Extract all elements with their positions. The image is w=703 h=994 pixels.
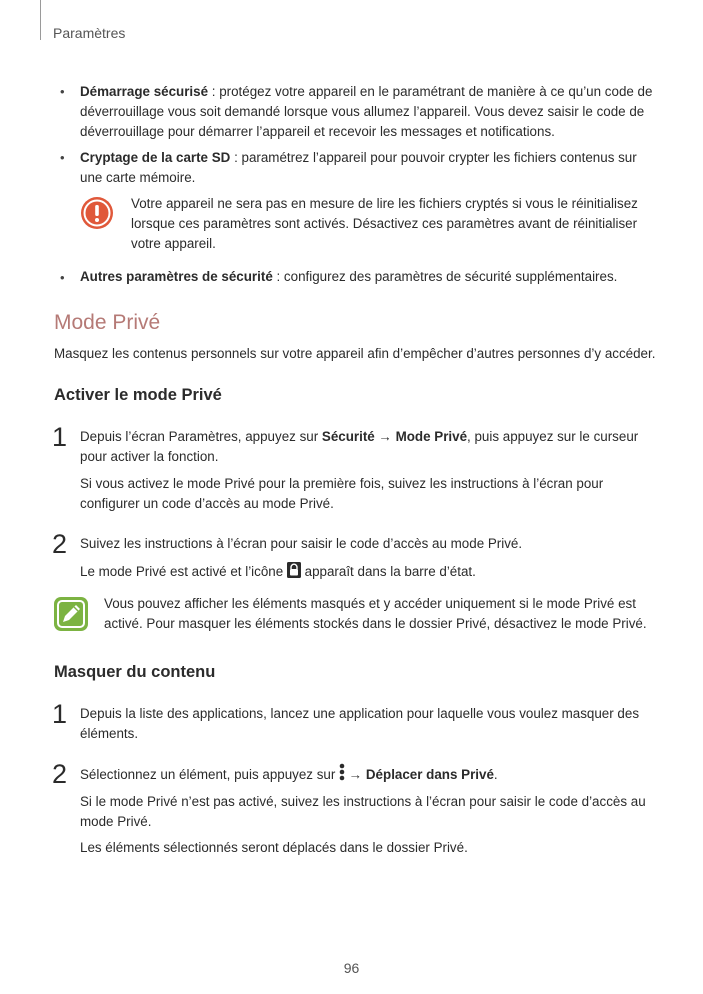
secure-boot-term: Démarrage sécurisé	[80, 84, 209, 99]
hide-step-2-sub-2: Les éléments sélectionnés seront déplacés dans le dossier Privé.	[80, 840, 468, 855]
step-subtext: Si le mode Privé n’est pas activé, suivez les instructions à l’écran pour saisir le code d’accès au	[80, 794, 646, 809]
bullet-marker: •	[60, 150, 65, 165]
step-subtext: mode Privé.	[80, 814, 152, 829]
warning-line-1: Votre appareil ne sera pas en mesure de lire les fichiers cryptés si vous le réinitialisez	[131, 196, 638, 211]
warning-icon	[80, 196, 114, 230]
other-security-term: Autres paramètres de sécurité	[80, 269, 273, 284]
sd-encryption-term: Cryptage de la carte SD	[80, 150, 231, 165]
step-number: 1	[52, 422, 68, 452]
hide-step-2-sub	[80, 792, 680, 832]
private-mode-menu-label: Mode Privé	[395, 429, 468, 444]
step-text: Depuis la liste des applications, lancez une application pour laquelle vous voulez masquer des	[80, 706, 640, 721]
bullet-marker: •	[60, 270, 65, 285]
step-number: 2	[52, 759, 68, 789]
sd-encryption-text-2: une carte mémoire.	[80, 170, 196, 185]
note-text	[104, 594, 684, 634]
section-intro: Masquez les contenus personnels sur votre appareil afin d’empêcher d’autres personnes d’y accéder.	[54, 346, 656, 361]
security-menu-label: Sécurité	[321, 429, 375, 444]
page-number: 96	[343, 960, 360, 976]
warning-text	[131, 194, 671, 254]
activate-step-1	[80, 427, 670, 467]
bullet-marker: •	[60, 84, 65, 99]
heading-activate: Activer le mode Privé	[54, 386, 222, 404]
section-title: Mode Privé	[54, 311, 161, 334]
activate-step-2: Suivez les instructions à l’écran pour saisir le code d’accès au mode Privé.	[80, 536, 523, 551]
step-subtext: Si vous activez le mode Privé pour la première fois, suivez les instructions à l’écran pour	[80, 476, 604, 491]
step-text: .	[493, 767, 498, 782]
step-text: , puis appuyez sur le curseur	[467, 429, 639, 444]
step-subtext: apparaît dans la barre d’état.	[300, 564, 476, 579]
step-text: pour activer la fonction.	[80, 449, 219, 464]
step-subtext: configurer un code d’accès au mode Privé.	[80, 496, 334, 511]
step-text: éléments.	[80, 726, 139, 741]
hide-step-2	[80, 763, 680, 785]
warning-line-2: lorsque ces paramètres sont activés. Désactivez ces paramètres avant de réinitialiser	[131, 216, 638, 231]
bullet-other-security	[80, 267, 680, 287]
move-to-private-label: Déplacer dans Privé	[365, 767, 494, 782]
step-subtext: Le mode Privé est activé et l’icône	[80, 564, 287, 579]
note-line-2: activé. Pour masquer les éléments stockés dans le dossier Privé, désactivez le mode Privé.	[104, 616, 647, 631]
warning-line-3: votre appareil.	[131, 236, 216, 251]
bullet-sd-encryption	[80, 148, 670, 188]
private-mode-icon	[287, 562, 301, 578]
note-line-1: Vous pouvez afficher les éléments masqués et y accéder uniquement si le mode Privé est	[104, 596, 636, 611]
secure-boot-text-3: déverrouillage pour démarrer l’appareil et recevoir les messages et notifications.	[80, 124, 555, 139]
activate-step-2-sub	[80, 562, 670, 582]
sd-encryption-text-1: : paramétrez l’appareil pour pouvoir crypter les fichiers contenus sur	[230, 150, 637, 165]
secure-boot-text-1: : protégez votre appareil en le paramétrant de manière à ce qu’un code de	[208, 84, 653, 99]
page-header: Paramètres	[53, 25, 126, 41]
arrow: →	[345, 767, 366, 782]
arrow: →	[374, 429, 396, 444]
step-text: Depuis l’écran Paramètres, appuyez sur	[80, 429, 322, 444]
heading-hide: Masquer du contenu	[54, 663, 216, 681]
activate-step-1-sub	[80, 474, 670, 514]
bullet-secure-boot	[80, 82, 670, 142]
step-text: Sélectionnez un élément, puis appuyez sur	[80, 767, 340, 782]
secure-boot-text-2: déverrouillage vous soit demandé lorsque vous allumez l’appareil. Vous devez saisir le code de	[80, 104, 645, 119]
other-security-text: : configurez des paramètres de sécurité supplémentaires.	[272, 269, 618, 284]
hide-step-1	[80, 704, 670, 744]
step-number: 2	[52, 529, 68, 559]
note-icon	[53, 596, 89, 632]
header-rule	[40, 0, 41, 40]
step-number: 1	[52, 699, 68, 729]
